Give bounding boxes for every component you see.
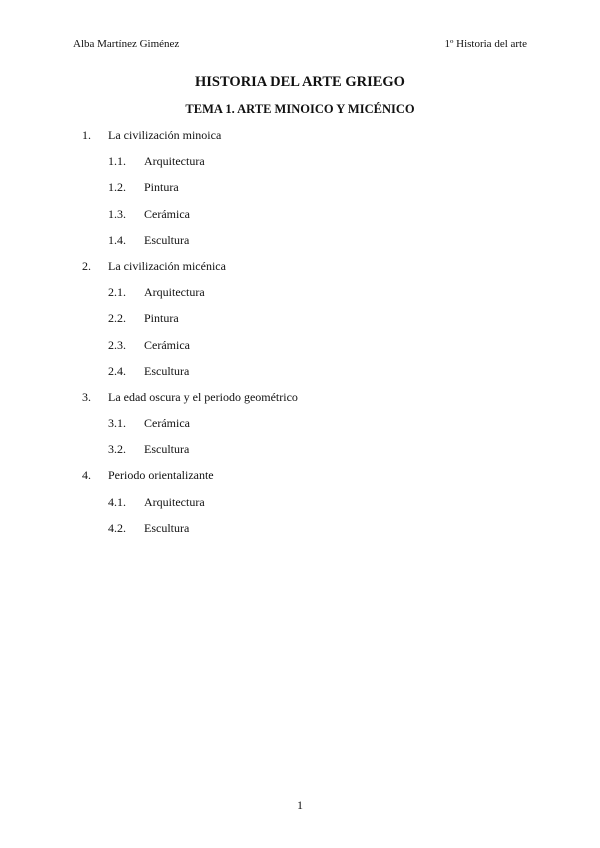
- outline-subsection: [0, 441, 600, 467]
- subsection-number: 1.3.: [108, 206, 126, 221]
- subsection-number: 2.3.: [108, 337, 126, 352]
- header-course: 1º Historia del arte: [444, 38, 527, 50]
- header-author: Alba Martínez Giménez: [73, 38, 180, 50]
- outline-section: [0, 389, 600, 415]
- subsection-title: Arquitectura: [144, 154, 205, 169]
- outline-subsection: [0, 232, 600, 258]
- subsection-title: Escultura: [144, 363, 190, 378]
- subsection-number: 1.2.: [108, 180, 126, 195]
- page-number: 1: [297, 798, 303, 812]
- subsection-number: 2.1.: [108, 285, 126, 300]
- outline-subsection: [0, 284, 600, 310]
- subsection-title: Pintura: [144, 180, 179, 195]
- subsection-title: Cerámica: [144, 337, 190, 352]
- outline-section: [0, 258, 600, 284]
- subsection-title: Escultura: [144, 232, 190, 247]
- outline-subsection: [0, 363, 600, 389]
- subsection-number: 4.2.: [108, 520, 126, 535]
- section-title: La edad oscura y el periodo geométrico: [108, 389, 298, 404]
- subsection-number: 3.2.: [108, 442, 126, 457]
- section-number: 4.: [82, 468, 91, 483]
- outline-section: [0, 127, 600, 153]
- subsection-title: Cerámica: [144, 416, 190, 431]
- subsection-title: Pintura: [144, 311, 179, 326]
- subsection-number: 2.2.: [108, 311, 126, 326]
- outline-subsection: [0, 494, 600, 520]
- outline-subsection: [0, 179, 600, 205]
- document-title: HISTORIA DEL ARTE GRIEGO: [195, 74, 405, 90]
- subsection-number: 4.1.: [108, 494, 126, 509]
- subsection-title: Arquitectura: [144, 285, 205, 300]
- outline-subsection: [0, 153, 600, 179]
- section-title: La civilización minoica: [108, 128, 222, 142]
- outline-subsection: [0, 337, 600, 363]
- section-number: 2.: [82, 258, 91, 273]
- subsection-title: Cerámica: [144, 206, 190, 221]
- subsection-number: 1.1.: [108, 154, 126, 169]
- section-number: 1.: [82, 128, 91, 142]
- outline-subsection: [0, 415, 600, 441]
- document-subtitle: TEMA 1. ARTE MINOICO Y MICÉNICO: [185, 102, 415, 116]
- subsection-title: Escultura: [144, 520, 190, 535]
- subsection-title: Escultura: [144, 442, 190, 457]
- outline-subsection: [0, 520, 600, 546]
- subsection-number: 3.1.: [108, 416, 126, 431]
- section-number: 3.: [82, 389, 91, 404]
- section-title: Periodo orientalizante: [108, 468, 214, 483]
- outline-subsection: [0, 206, 600, 232]
- subsection-number: 2.4.: [108, 363, 126, 378]
- subsection-title: Arquitectura: [144, 494, 205, 509]
- outline-section: [0, 467, 600, 493]
- section-title: La civilización micénica: [108, 258, 226, 273]
- subsection-number: 1.4.: [108, 232, 126, 247]
- outline-subsection: [0, 310, 600, 336]
- table-of-contents: [0, 127, 600, 546]
